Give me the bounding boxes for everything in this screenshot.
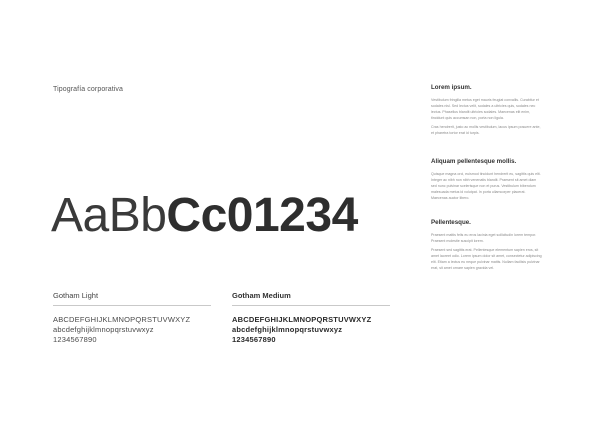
specimen-light-text: AaBb <box>51 189 167 242</box>
note-paragraph: Cras hendrerit, justo ac mollis vestibulum, lacus ipsum posuere ante, et pharetra tortor erat id turpis. <box>431 125 541 135</box>
sidebar-notes <box>431 84 543 285</box>
lowercase-glyphs: abcdefghijklmnopqrstuvwxyz <box>53 325 154 334</box>
specimen-bold-text: Cc01234 <box>166 189 358 242</box>
note-block <box>431 219 543 271</box>
note-paragraph: Praesent mattis felis eu eros lacinia eget sollicitudin lorem tempor. Praesent molestie suscipit lorem. <box>431 233 537 243</box>
font-name: Gotham Light <box>53 291 99 300</box>
note-paragraph: Vestibulum fringilla metus eget mauris feugiat convallis. Curabitur et sodales nisl. Sed lectus velit, sodales a ultricies quis, sodales nec lectus. Phasellus blandit ultricies sodales. Maecenas elit enim, tincidunt quis accumsan non, porta non ligula. <box>431 98 539 120</box>
note-heading: Aliquam pellentesque mollis. <box>431 158 517 165</box>
font-name: Gotham Medium <box>232 291 291 300</box>
divider <box>232 305 390 306</box>
uppercase-glyphs: ABCDEFGHIJKLMNOPQRSTUVWXYZ <box>53 315 191 324</box>
note-paragraph: Quisque magna orci, euismod tincidunt hendrerit eu, sagittis quis elit. Integer ac nibh non nibh venenatis blandit. Praesent sit amet diam sed nunc pulvinar scelerisque non et purus. Vestibulum bibendum malesuada metus id volutpat. In porta ullamcorper placerat. Maecenas auctor libero. <box>431 172 541 200</box>
note-heading: Lorem ipsum. <box>431 84 472 91</box>
section-label: Tipografía corporativa <box>53 86 124 93</box>
digit-glyphs: 1234567890 <box>232 335 276 344</box>
type-specimen <box>51 188 358 244</box>
note-paragraph: Praesent sed sagittis erat. Pellentesque elementum sapien eros, sit amet laoreet odio. Lorem ipsum dolor sit amet, consectetur adipiscing elit. Etiam a lectus eu neque pulvinar mattis. Nullam facilisis pulvinar erat, sit amet ornare sapien gravida vel. <box>431 248 542 270</box>
divider <box>53 305 211 306</box>
note-heading: Pellentesque. <box>431 219 471 226</box>
uppercase-glyphs: ABCDEFGHIJKLMNOPQRSTUVWXYZ <box>232 315 372 324</box>
font-sample-medium <box>232 291 390 345</box>
note-block <box>431 158 543 201</box>
font-sample-light <box>53 291 211 345</box>
note-block <box>431 84 543 136</box>
lowercase-glyphs: abcdefghijklmnopqrstuvwxyz <box>232 325 343 334</box>
digit-glyphs: 1234567890 <box>53 335 97 344</box>
